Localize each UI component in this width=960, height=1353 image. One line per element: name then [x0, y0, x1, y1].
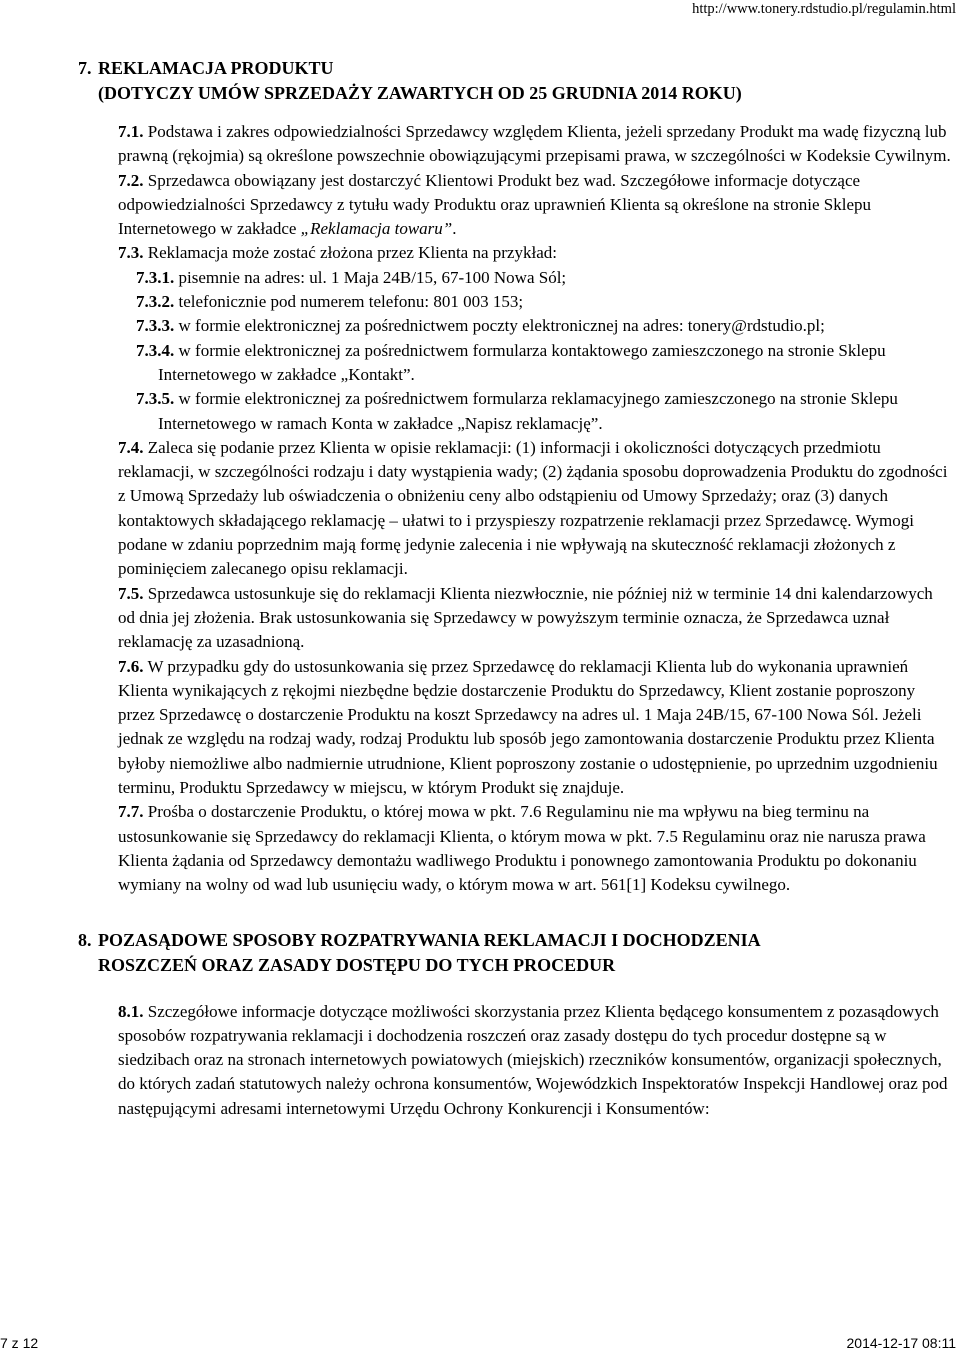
section-7-number: 7.	[78, 58, 92, 78]
section-8-subtitle: ROSZCZEŃ ORAZ ZASADY DOSTĘPU DO TYCH PROCEDUR	[98, 954, 616, 975]
page-counter: 7 z 12	[0, 1335, 39, 1351]
paragraph-number: 7.7.	[118, 802, 144, 822]
paragraph-number: 7.4.	[118, 437, 144, 457]
tab-link-reklamacja: „Reklamacja towaru”	[300, 219, 453, 239]
paragraph-7-7: 7.7. Prośba o dostarczenie Produktu, o której mowa w pkt. 7.6 Regulaminu nie ma wpływu na bieg terminu na ustosunkowanie się Sprzedawcy do reklamacji Klienta, o którym mowa w pkt. 7.5 Regulaminu oraz nie narusza prawa Klienta żądania od Sprzedawcy demontażu wadliwego Produktu i ponownego zamontowania Produktu po dokonaniu wymiany na wolny od wad lub usunięciu wady, o którym mowa w art. 561[1] Kodeksu cywilnego.	[118, 802, 926, 895]
paragraph-7-2: 7.2. Sprzedawca obowiązany jest dostarczyć Klientowi Produkt bez wad. Szczegółowe informacje dotyczące odpowiedzialności Sprzedawcy z tytułu wady Produktu oraz uprawnień Klienta są określone na stronie Sklepu Internetowego w zakładce „Reklamacja towaru”.	[118, 170, 871, 239]
document-body	[78, 56, 954, 1121]
paragraph-7-6: 7.6. W przypadku gdy do ustosunkowania się przez Sprzedawcę do reklamacji Klienta lub do wykonania uprawnień Klienta wynikających z rękojmi niezbędne będzie dostarczenie Produktu do Sprzedawcy, Klient zostanie poproszony przez Sprzedawcę o dostarczenie Produktu na koszt Sprzedawcy na adres ul. 1 Maja 24B/15, 67-100 Nowa Sól. Jeżeli jednak ze względu na rodzaj wady, rodzaj Produktu lub sposób jego zamontowania dostarczenie Produktu przez Klienta byłoby niemożliwe albo nadmiernie utrudnione, Klient poproszony zostanie o udostępnienie, po uprzednim uzgodnieniu terminu, Produktu Sprzedawcy w miejscu, w którym Produkt się znajduje.	[118, 656, 938, 798]
paragraph-number: 8.1.	[118, 1001, 144, 1021]
paragraph-7-3-3: 7.3.3. w formie elektronicznej za pośrednictwem poczty elektronicznej na adres: tonery@rdstudio.pl;	[136, 316, 825, 336]
section-7-heading	[78, 56, 954, 106]
paragraph-number: 7.3.2.	[136, 292, 175, 312]
paragraph-number: 7.3.4.	[136, 340, 175, 360]
section-8-number: 8.	[78, 929, 92, 950]
paragraph-7-3-5: 7.3.5. w formie elektronicznej za pośrednictwem formularza reklamacyjnego zamieszczonego na stronie Sklepu Internetowego w ramach Konta w zakładce „Napisz reklamację”.	[136, 389, 898, 433]
section-7-body	[118, 120, 954, 898]
paragraph-7-3: 7.3. Reklamacja może zostać złożona przez Klienta na przykład:	[118, 243, 557, 263]
section-7-subtitle: (DOTYCZY UMÓW SPRZEDAŻY ZAWARTYCH OD 25 GRUDNIA 2014 ROKU)	[98, 83, 742, 103]
paragraph-number: 7.3.5.	[136, 389, 175, 409]
paragraph-number: 7.5.	[118, 583, 144, 603]
paragraph-7-3-4: 7.3.4. w formie elektronicznej za pośrednictwem formularza kontaktowego zamieszczonego na stronie Sklepu Internetowego w zakładce „Kontakt”.	[136, 340, 886, 384]
section-8-title: POZASĄDOWE SPOSOBY ROZPATRYWANIA REKLAMACJI I DOCHODZENIA	[98, 929, 761, 950]
paragraph-7-1: 7.1. Podstawa i zakres odpowiedzialności Sprzedawcy względem Klienta, jeżeli sprzedany Produkt ma wadę fizyczną lub prawną (rękojmia) są określone powszechnie obowiązującymi przepisami prawa, w szczególności w Kodeksie Cywilnym.	[118, 122, 951, 166]
paragraph-number: 7.2.	[118, 170, 144, 190]
paragraph-number: 7.1.	[118, 122, 144, 141]
section-8-body	[118, 1000, 954, 1121]
paragraph-7-4: 7.4. Zaleca się podanie przez Klienta w opisie reklamacji: (1) informacji i okoliczności dotyczących przedmiotu reklamacji, w szczególności rodzaju i daty wystąpienia wady; (2) żądania sposobu doprowadzenia Produktu do zgodności z Umową Sprzedaży lub oświadczenia o obniżeniu ceny albo odstąpieniu od Umowy Sprzedaży; oraz (3) danych kontaktowych składającego reklamację – ułatwi to i przyspieszy rozpatrzenie reklamacji przez Sprzedawcę. Wymogi podane w zdaniu poprzednim mają formę jedynie zalecenia i nie wpływają na skuteczność reklamacji złożonych z pominięciem zalecanego opisu reklamacji.	[118, 437, 948, 579]
print-datetime: 2014-12-17 08:11	[846, 1335, 956, 1351]
paragraph-7-3-2: 7.3.2. telefonicznie pod numerem telefonu: 801 003 153;	[136, 292, 524, 312]
paragraph-number: 7.6.	[118, 656, 144, 676]
paragraph-7-3-1: 7.3.1. pisemnie na adres: ul. 1 Maja 24B/15, 67-100 Nowa Sól;	[136, 267, 567, 287]
paragraph-number: 7.3.1.	[136, 267, 175, 287]
page-url: http://www.tonery.rdstudio.pl/regulamin.html	[692, 1, 956, 17]
paragraph-number: 7.3.	[118, 243, 144, 263]
paragraph-7-5: 7.5. Sprzedawca ustosunkuje się do reklamacji Klienta niezwłocznie, nie później niż w terminie 14 dni kalendarzowych od dnia jej złożenia. Brak ustosunkowania się Sprzedawcy w powyższym terminie oznacza, że Sprzedawca uznał reklamację za uzasadnioną.	[118, 583, 933, 652]
section-8-heading	[78, 928, 954, 978]
section-7-title: REKLAMACJA PRODUKTU	[98, 58, 334, 78]
paragraph-number: 7.3.3.	[136, 316, 175, 336]
paragraph-8-1: 8.1. Szczegółowe informacje dotyczące możliwości skorzystania przez Klienta będącego konsumentem z pozasądowych sposobów rozpatrywania reklamacji i dochodzenia roszczeń oraz zasady dostępu do tych procedur dostępne są w siedzibach oraz na stronach internetowych powiatowych (miejskich) rzeczników konsumentów, organizacji społecznych, do których zadań statutowych należy ochrona konsumentów, Wojewódzkich Inspektoratów Inspekcji Handlowej oraz pod następującymi adresami internetowymi Urzędu Ochrony Konkurencji i Konsumentów:	[118, 1001, 948, 1118]
